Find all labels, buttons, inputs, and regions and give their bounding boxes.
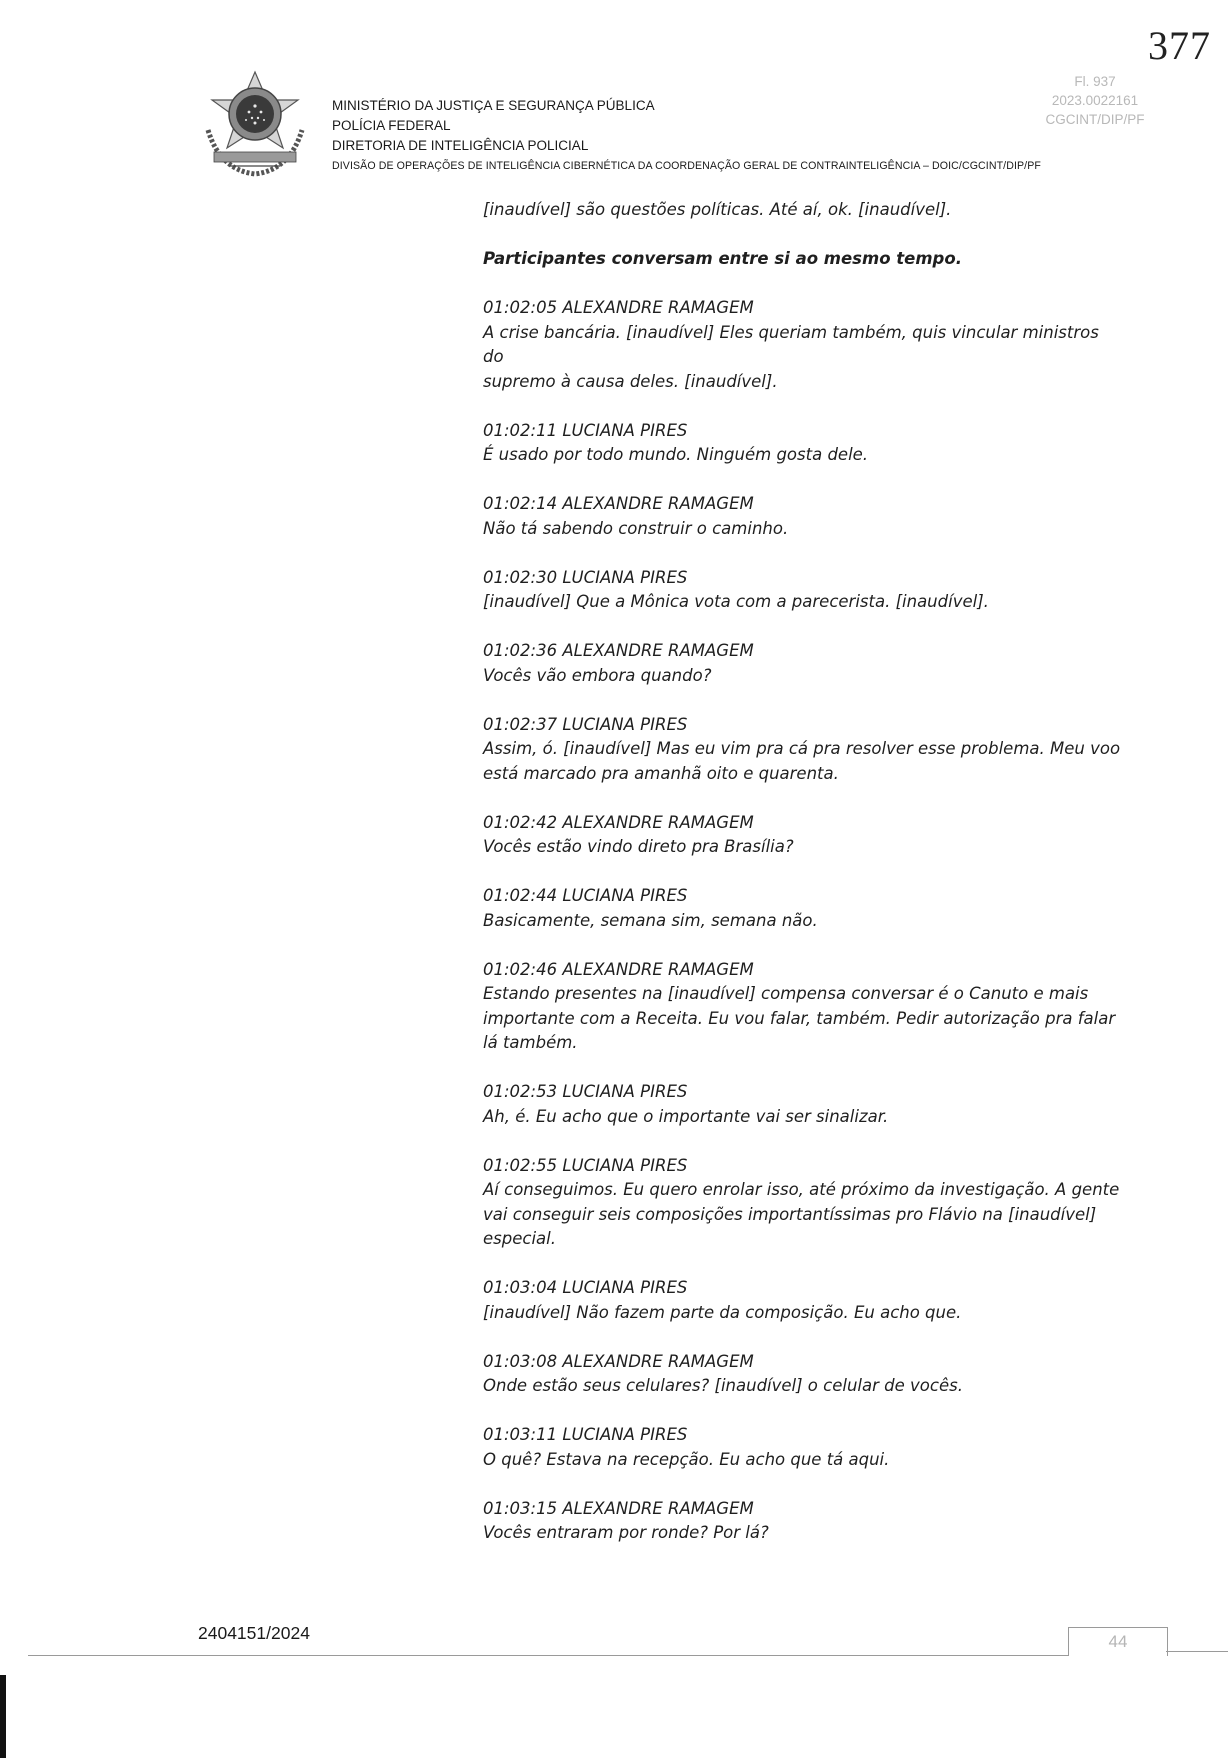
entry-speech-line: Vocês estão vindo direto pra Brasília? bbox=[483, 837, 794, 856]
transcript-entry bbox=[483, 713, 1123, 787]
entry-timestamp-speaker: 01:02:37 LUCIANA PIRES bbox=[483, 714, 688, 734]
entry-timestamp-speaker: 01:02:11 LUCIANA PIRES bbox=[483, 420, 688, 440]
transcript-entry bbox=[483, 884, 1123, 933]
transcript-entry bbox=[483, 958, 1123, 1056]
transcript-intro: [inaudível] são questões políticas. Até aí, ok. [inaudível]. bbox=[483, 200, 952, 219]
entry-speech-line: Basicamente, semana sim, semana não. bbox=[483, 910, 818, 930]
handwritten-page-number: 377 bbox=[1148, 23, 1211, 68]
transcript-entry bbox=[483, 492, 1123, 541]
entry-timestamp-speaker: 01:02:05 ALEXANDRE RAMAGEM bbox=[483, 298, 754, 317]
entry-speech-line: especial. bbox=[483, 1229, 556, 1248]
entry-speech-line: Estando presentes na [inaudível] compensa conversar é o Canuto e mais bbox=[483, 984, 1089, 1003]
entry-timestamp-speaker: 01:03:11 LUCIANA PIRES bbox=[483, 1425, 688, 1444]
entry-timestamp-speaker: 01:02:14 ALEXANDRE RAMAGEM bbox=[483, 494, 754, 513]
footer-divider bbox=[28, 1655, 1068, 1656]
transcript-note: Participantes conversam entre si ao mesmo tempo. bbox=[483, 249, 962, 268]
police-name: POLÍCIA FEDERAL bbox=[332, 118, 451, 133]
entry-speech-line: está marcado pra amanhã oito e quarenta. bbox=[483, 763, 839, 783]
entry-speech-line: Vocês vão embora quando? bbox=[483, 665, 712, 685]
transcript-entry bbox=[483, 811, 1123, 860]
transcript-entry bbox=[483, 566, 1123, 615]
directorate-name: DIRETORIA DE INTELIGÊNCIA POLICIAL bbox=[332, 138, 589, 153]
entry-speech-line: Ah, é. Eu acho que o importante vai ser sinalizar. bbox=[483, 1106, 889, 1126]
transcript-entry bbox=[483, 1154, 1123, 1252]
entry-speech-line: Assim, ó. [inaudível] Mas eu vim pra cá pra resolver esse problema. Meu voo bbox=[483, 739, 1121, 758]
transcript-entry bbox=[483, 296, 1123, 394]
stamp-folio: Fl. 937 bbox=[1074, 74, 1116, 89]
entry-speech-line: vai conseguir seis composições importantíssimas pro Flávio na [inaudível] bbox=[483, 1204, 1097, 1224]
transcript-body bbox=[483, 198, 1123, 1570]
transcript-entries bbox=[483, 296, 1123, 1546]
entry-speech-line: Não tá sabendo construir o caminho. bbox=[483, 518, 789, 538]
letterhead bbox=[332, 96, 1192, 176]
entry-speech-line: supremo à causa deles. [inaudível]. bbox=[483, 371, 778, 391]
entry-timestamp-speaker: 01:02:44 LUCIANA PIRES bbox=[483, 886, 688, 905]
entry-speech-line: A crise bancária. [inaudível] Eles queriam também, quis vincular ministros do bbox=[483, 322, 1099, 366]
transcript-entry bbox=[483, 1080, 1123, 1129]
entry-speech-line: É usado por todo mundo. Ninguém gosta dele. bbox=[483, 445, 869, 464]
entry-speech-line: importante com a Receita. Eu vou falar, também. Pedir autorização pra falar bbox=[483, 1008, 1116, 1028]
transcript-entry bbox=[483, 1497, 1123, 1546]
coat-of-arms-icon bbox=[200, 70, 310, 182]
entry-timestamp-speaker: 01:02:46 ALEXANDRE RAMAGEM bbox=[483, 959, 754, 979]
entry-timestamp-speaker: 01:02:42 ALEXANDRE RAMAGEM bbox=[483, 812, 754, 832]
entry-speech-line: Onde estão seus celulares? [inaudível] o celular de vocês. bbox=[483, 1376, 963, 1395]
transcript-entry bbox=[483, 1423, 1123, 1472]
entry-timestamp-speaker: 01:02:53 LUCIANA PIRES bbox=[483, 1082, 688, 1101]
entry-timestamp-speaker: 01:03:04 LUCIANA PIRES bbox=[483, 1278, 688, 1297]
footer-divider-right bbox=[1166, 1651, 1228, 1652]
transcript-entry bbox=[483, 639, 1123, 688]
entry-speech-line: Vocês entraram por ronde? Por lá? bbox=[483, 1523, 769, 1542]
transcript-entry bbox=[483, 419, 1123, 468]
entry-speech-line: O quê? Estava na recepção. Eu acho que tá aqui. bbox=[483, 1449, 890, 1469]
scan-edge-mark bbox=[0, 1675, 6, 1758]
document-id: 2404151/2024 bbox=[198, 1623, 310, 1643]
entry-speech-line: [inaudível] Não fazem parte da composição. Eu acho que. bbox=[483, 1302, 962, 1322]
entry-timestamp-speaker: 01:03:15 ALEXANDRE RAMAGEM bbox=[483, 1498, 754, 1518]
ministry-name: MINISTÉRIO DA JUSTIÇA E SEGURANÇA PÚBLICA bbox=[332, 98, 655, 113]
entry-timestamp-speaker: 01:02:36 ALEXANDRE RAMAGEM bbox=[483, 641, 754, 660]
transcript-entry bbox=[483, 1350, 1123, 1399]
stamp-process-number: 2023.0022161 bbox=[1051, 93, 1139, 108]
division-name: DIVISÃO DE OPERAÇÕES DE INTELIGÊNCIA CIBERNÉTICA DA COORDENAÇÃO GERAL DE CONTRAINTELIGÊNCIA – DOIC/CGCINT/DIP/PF bbox=[332, 160, 1041, 172]
transcript-entry bbox=[483, 1276, 1123, 1325]
entry-speech-line: [inaudível] Que a Mônica vota com a parecerista. [inaudível]. bbox=[483, 592, 989, 611]
entry-timestamp-speaker: 01:02:55 LUCIANA PIRES bbox=[483, 1155, 688, 1175]
footer-page-number: 44 bbox=[1068, 1627, 1168, 1656]
entry-speech-line: Aí conseguimos. Eu quero enrolar isso, até próximo da investigação. A gente bbox=[483, 1180, 1120, 1199]
entry-speech-line: lá também. bbox=[483, 1033, 578, 1052]
stamp-unit: CGCINT/DIP/PF bbox=[1045, 112, 1145, 127]
entry-timestamp-speaker: 01:03:08 ALEXANDRE RAMAGEM bbox=[483, 1351, 754, 1371]
entry-timestamp-speaker: 01:02:30 LUCIANA PIRES bbox=[483, 567, 688, 587]
